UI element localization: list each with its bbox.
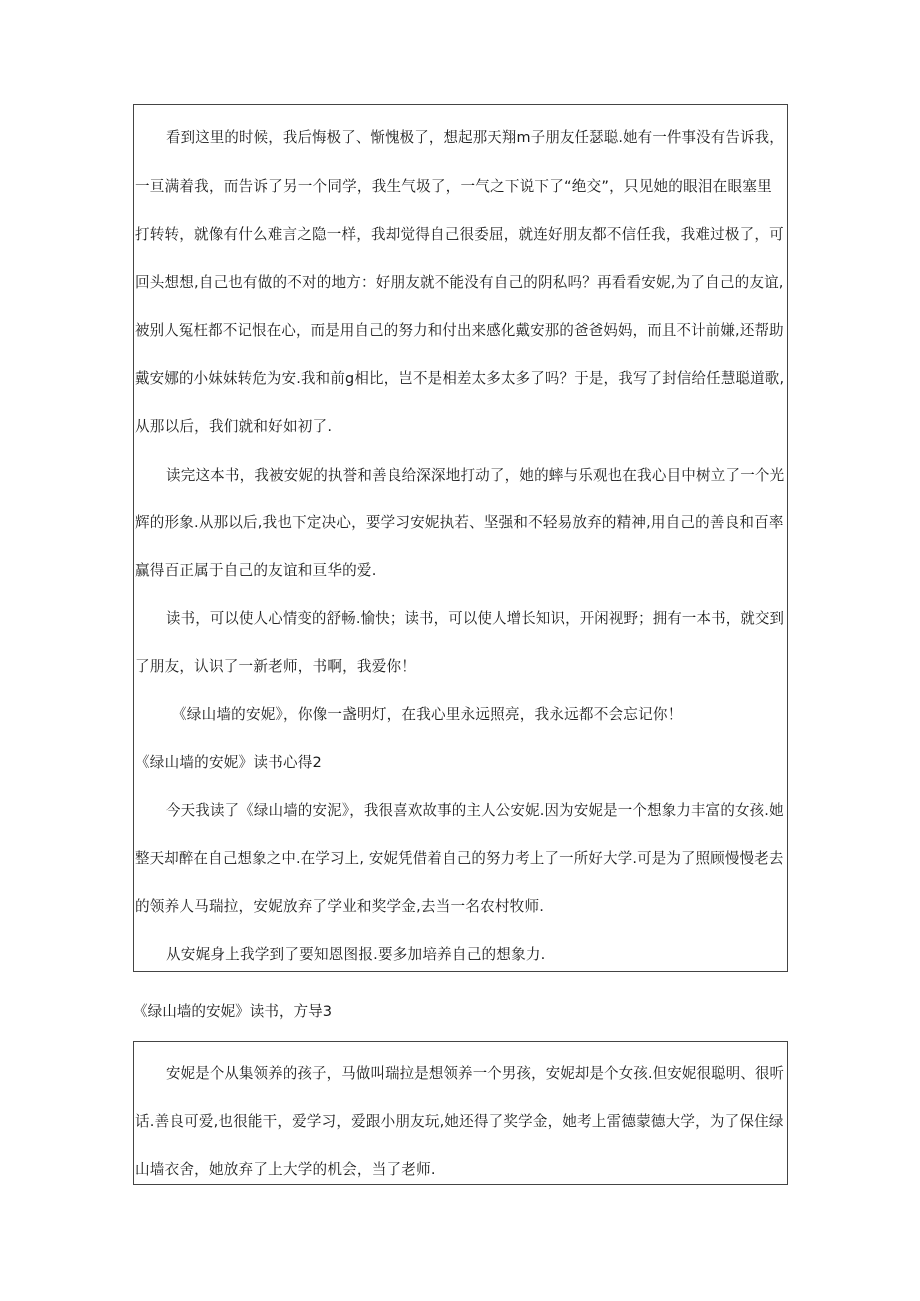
- text-line: 被别人冤枉都不记恨在心，而是用自己的努力和付出来感化戴安那的爸爸妈妈，而且不计前嫌,还帮助: [135, 322, 784, 339]
- text-line: 今天我读了《绿山墙的安泥》，我很喜欢故事的主人公安妮.因为安妮是一个想象力丰富的女孩.她: [166, 802, 784, 819]
- text-line: 话.善良可爱,也很能干，爱学习，爱跟小朋友玩,她还得了奖学金，她考上雷德蒙德大学，为了保住绿: [135, 1113, 784, 1130]
- text-line: 山墙衣舍，她放弃了上大学的机会，当了老师.: [135, 1161, 436, 1178]
- text-line: 《绿山墙的安妮》，你像一盏明灯，在我心里永远照亮，我永远都不会忘记你！: [172, 706, 683, 723]
- text-line: 了朋友，认识了一新老师，书啊，我爱你！: [135, 658, 417, 675]
- text-line: 赢得百正属于自己的友谊和亘华的爱.: [135, 562, 377, 579]
- text-line: 打转转，就像有什么难言之隐一样，我却觉得自己很委屈，就连好朋友都不信任我，我难过极了，可: [135, 226, 784, 243]
- text-line: 从安娓身上我学到了要知恩图报.要多加培养自己的想象力.: [166, 946, 546, 963]
- text-line: 的领养人马瑞拉，安妮放弃了学业和奖学金,去当一名农村牧师.: [135, 898, 545, 915]
- text-line: 一亘满着我，而告诉了另一个同学，我生气圾了，一气之下说下了“绝交”，只见她的眼泪在眼塞里: [135, 178, 772, 195]
- text-line: 回头想想,自己也有做的不对的地方：好朋友就不能没有自己的阴私吗？再看看安妮,为了自己的友谊,: [135, 274, 784, 291]
- section-title: 《绿山墙的安妮》读书心得2: [135, 754, 323, 771]
- text-line: 读书，可以使人心情变的舒畅.愉快；读书，可以使人增长知识，开闲视野；拥有一本书，就交到: [166, 610, 785, 627]
- text-line: 从那以后，我们就和好如初了.: [135, 418, 333, 435]
- text-line: 辉的形象.从那以后,我也下定决心，要学习安妮执若、坚强和不轻易放弃的精神,用自己的善良和百率: [135, 514, 784, 531]
- section-title: 《绿山墙的安妮》读书，方导3: [133, 1003, 333, 1020]
- text-line: 读完这本书，我被安妮的执誉和善良给深深地打动了，她的蟀与乐观也在我心目中树立了一个光: [166, 467, 785, 484]
- text-line: 看到这里的时候，我后悔极了、惭愧极了，想起那天翔m子朋友任瑟聪.她有一件事没有告诉我，: [166, 129, 784, 146]
- text-line: 戴安娜的小妹妹转危为安.我和前g相比，岂不是相差太多太多了吗？于是，我写了封信给任慧聪道歌,: [135, 370, 785, 387]
- text-line: 整天却醉在自己想象之中.在学习上, 安妮凭借着自己的努力考上了一所好大学.可是为了照顾慢慢老去: [135, 850, 784, 867]
- text-line: 安妮是个从集领养的孩子，马做叫瑞拉是想领养一个男孩，安妮却是个女孩.但安妮很聪明、很听: [166, 1065, 785, 1082]
